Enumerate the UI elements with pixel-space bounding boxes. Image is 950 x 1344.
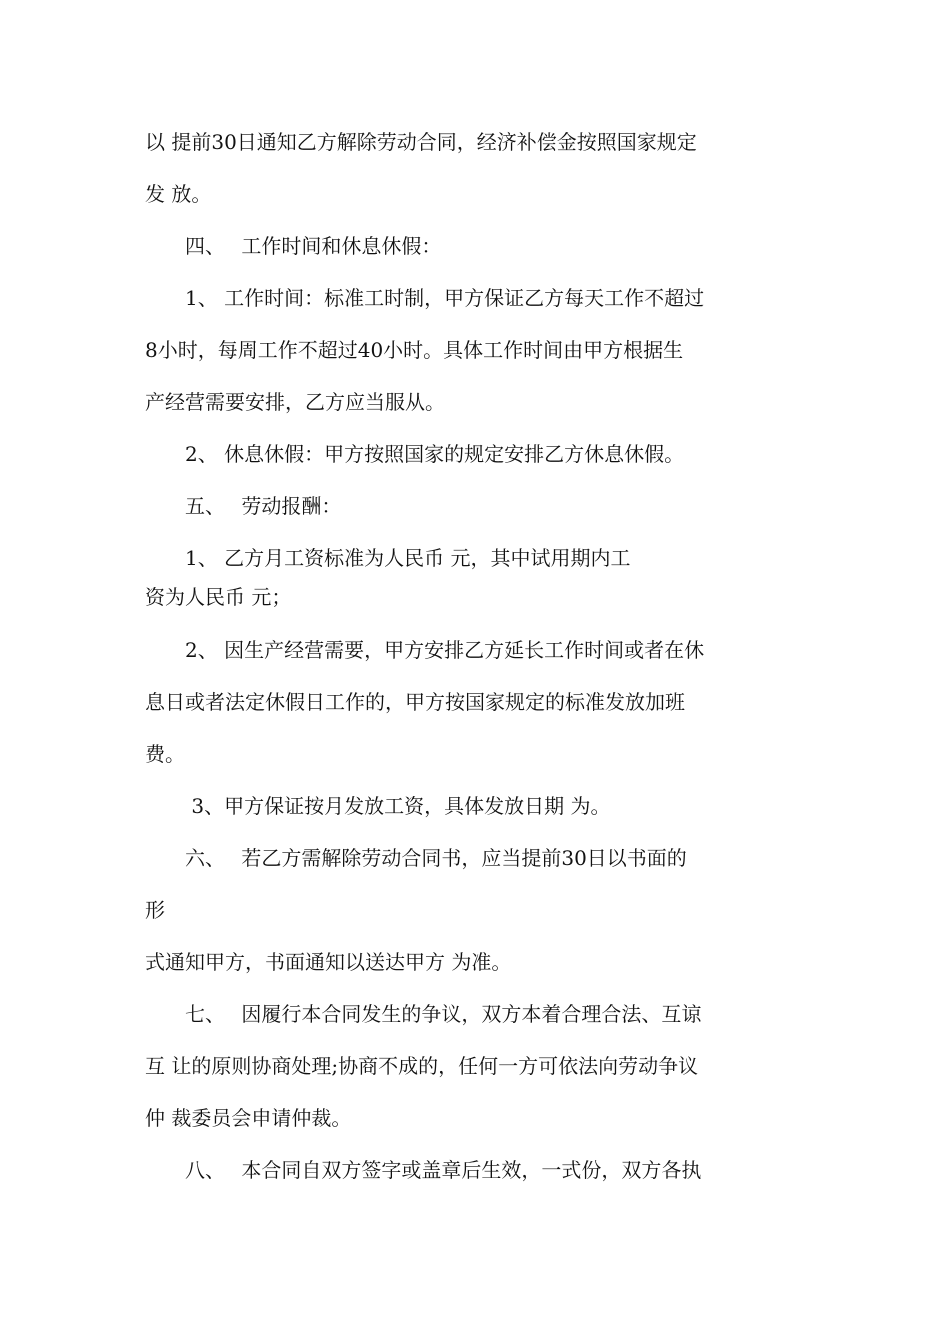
section-heading: 七、 因履行本合同发生的争议，双方本着合理合法、互谅 [145,1002,702,1026]
text-line: 1、 工作时间：标准工时制，甲方保证乙方每天工作不超过 [145,286,705,310]
text-line: 式通知甲方，书面通知以送达甲方 为准。 [145,950,512,974]
text-line: 发 放。 [145,182,212,206]
text-line: 形 [145,898,165,922]
text-line: 互 让的原则协商处理;协商不成的，任何一方可依法向劳动争议 [145,1054,699,1078]
text-line: 资为人民币 元； [145,585,292,609]
text-line: 产经营需要安排，乙方应当服从。 [145,390,445,414]
text-line: 2、 休息休假：甲方按照国家的规定安排乙方休息休假。 [145,442,685,466]
text-line: 2、 因生产经营需要，甲方安排乙方延长工作时间或者在休 [145,638,705,662]
text-line: 费。 [145,742,185,766]
text-line: 以 提前30日通知乙方解除劳动合同，经济补偿金按照国家规定 [145,130,697,154]
text-line: 1、 乙方月工资标准为人民币 元，其中试用期内工 [145,546,631,570]
section-heading: 五、 劳动报酬： [145,494,342,518]
section-heading: 八、 本合同自双方签字或盖章后生效，一式份，双方各执 [145,1158,702,1182]
text-line: 仲 裁委员会申请仲裁。 [145,1106,352,1130]
text-line: 3、甲方保证按月发放工资，具体发放日期 为。 [145,794,611,818]
section-heading: 六、 若乙方需解除劳动合同书，应当提前30日以书面的 [145,846,687,870]
text-line: 息日或者法定休假日工作的，甲方按国家规定的标准发放加班 [145,690,685,714]
text-line: 8小时，每周工作不超过40小时。具体工作时间由甲方根据生 [145,338,684,362]
section-heading: 四、 工作时间和休息休假： [145,234,442,258]
